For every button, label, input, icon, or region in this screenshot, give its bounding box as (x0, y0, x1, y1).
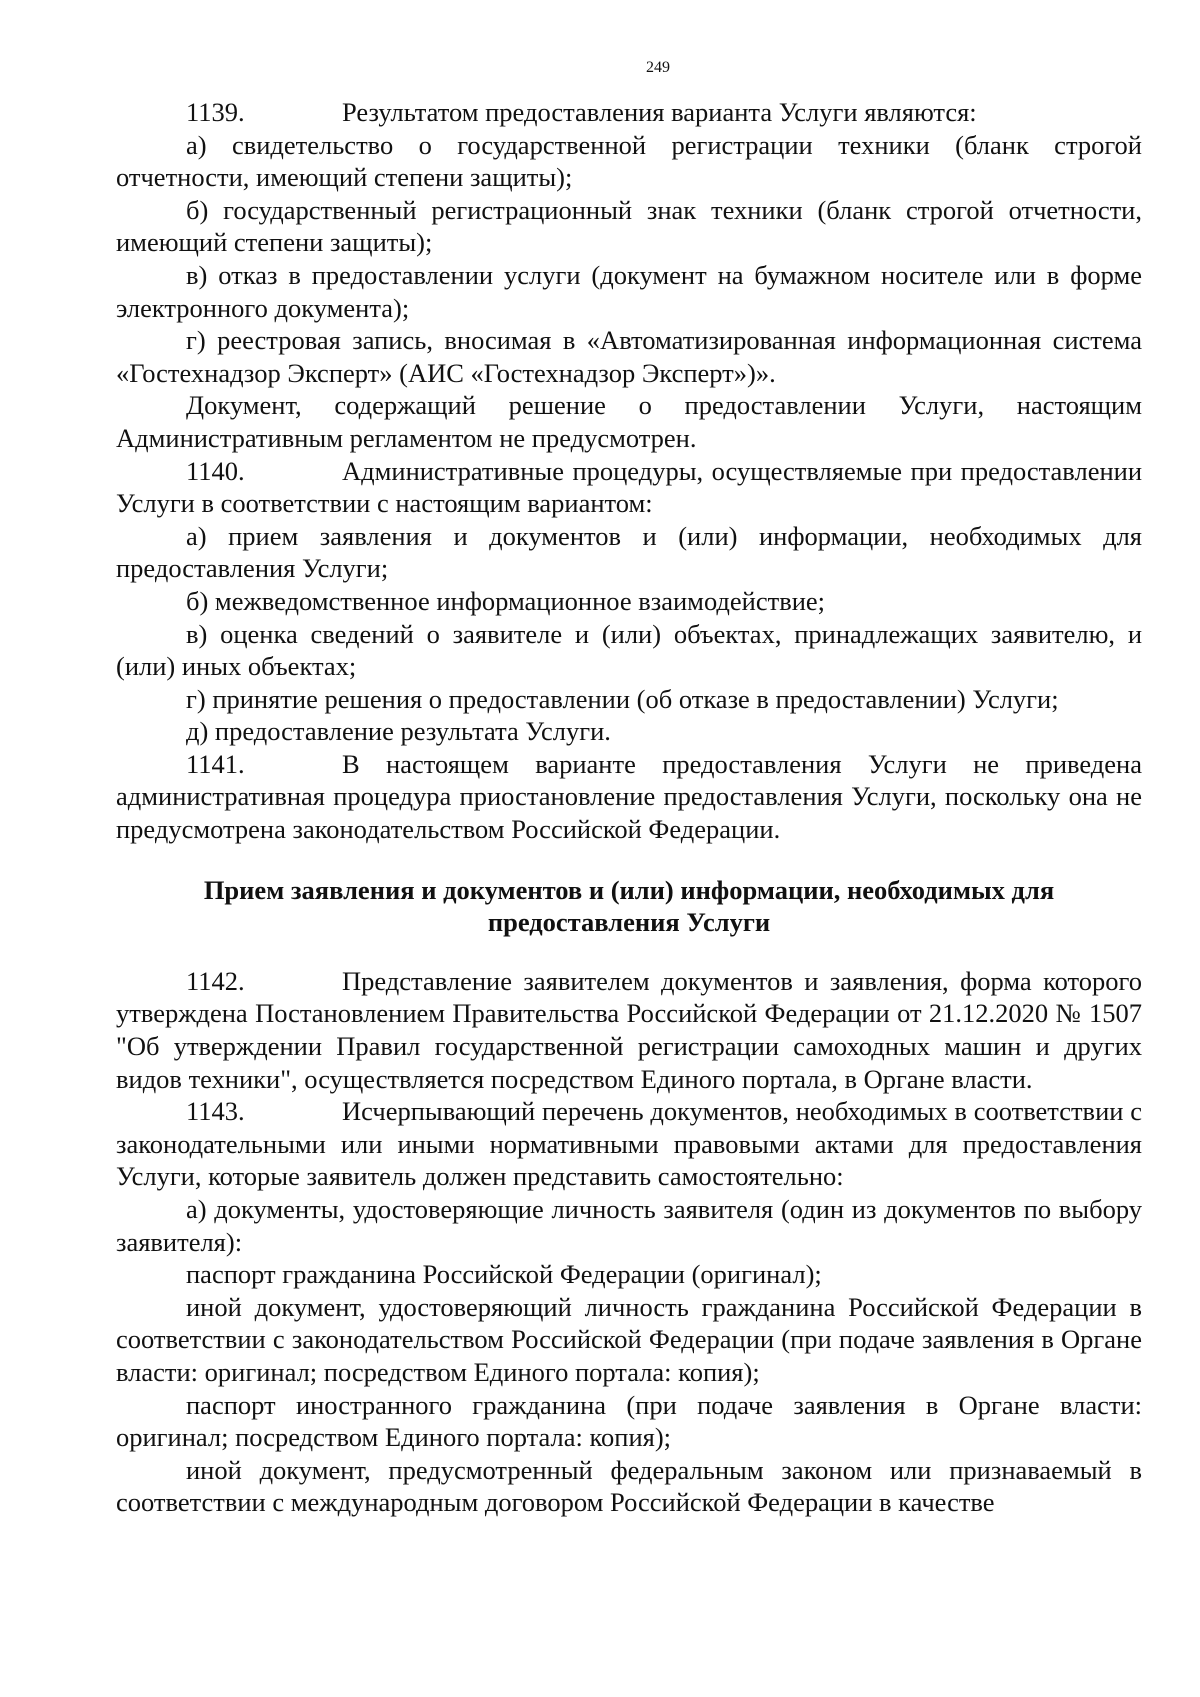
paragraph (116, 585, 1142, 618)
paragraph (116, 324, 1142, 389)
paragraph-text: паспорт иностранного гражданина (при подаче заявления в Органе власти: оригинал; посредством Единого портала: копия); (116, 1389, 1142, 1453)
clause-number: 1139. (186, 97, 245, 127)
paragraph-text: г) реестровая запись, вносимая в «Автоматизированная информационная система «Гостехнадзор Эксперт» (АИС «Гостехнадзор Эксперт»)». (116, 325, 1142, 388)
paragraph (116, 683, 1142, 716)
paragraph (116, 129, 1142, 194)
paragraph (116, 1454, 1142, 1519)
paragraph-text: а) документы, удостоверяющие личность заявителя (один из документов по выбору заявителя): (116, 1194, 1142, 1257)
paragraph (116, 1389, 1142, 1454)
paragraph-text: д) предоставление результата Услуги. (186, 716, 611, 747)
paragraph (116, 96, 1142, 129)
paragraph-text: г) принятие решения о предоставлении (об отказе в предоставлении) Услуги; (186, 683, 1059, 714)
paragraph (116, 618, 1142, 683)
paragraph-text: б) государственный регистрационный знак техники (бланк строгой отчетности, имеющий степени защиты); (116, 194, 1142, 258)
paragraph (116, 389, 1142, 454)
paragraph-text: иной документ, предусмотренный федеральным законом или признаваемый в соответствии с международным договором Российской Федерации в качестве (116, 1454, 1142, 1518)
paragraph-text: Исчерпывающий перечень документов, необходимых в соответствии с законодательными или иными нормативными правовыми актами для предоставления Услуги, которые заявитель должен представить самостоятельно: (116, 1096, 1142, 1192)
clause-number: 1140. (186, 455, 245, 486)
body-after-heading (116, 965, 1142, 1519)
paragraph-text: паспорт гражданина Российской Федерации (оригинал); (186, 1259, 822, 1290)
clause-number: 1143. (186, 1096, 245, 1127)
paragraph (116, 715, 1142, 748)
paragraph-text: Документ, содержащий решение о предоставлении Услуги, настоящим Административным регламентом не предусмотрен. (116, 390, 1142, 453)
paragraph (116, 455, 1142, 520)
paragraph (116, 1258, 1142, 1291)
paragraph-text: в) отказ в предоставлении услуги (документ на бумажном носителе или в форме электронного документа); (116, 259, 1142, 323)
section-heading: Прием заявления и документов и (или) информации, необходимых для предоставления Услуги (203, 874, 1055, 938)
paragraph (116, 259, 1142, 324)
paragraph (116, 1193, 1142, 1258)
paragraph (116, 748, 1142, 846)
page-number: 249 (646, 59, 670, 76)
clause-number: 1142. (186, 965, 245, 996)
paragraph-text: в) оценка сведений о заявителе и (или) объектах, принадлежащих заявителю, и (или) иных объектах; (116, 618, 1142, 682)
body-before-heading (116, 96, 1142, 846)
paragraph-text: Представление заявителем документов и заявления, форма которого утверждена Постановлением Правительства Российской Федерации от 21.12.2020 № 1507 "Об утверждении Правил государственной регистрации самоходных машин и других видов техники", осуществляется посредством Единого портала, в Органе власти. (116, 965, 1142, 1094)
paragraph-text: Административные процедуры, осуществляемые при предоставлении Услуги в соответствии с настоящим вариантом: (116, 455, 1142, 519)
paragraph (116, 1291, 1142, 1389)
paragraph-text: иной документ, удостоверяющий личность гражданина Российской Федерации в соответствии с законодательством Российской Федерации (при подаче заявления в Органе власти: оригинал; посредством Единого портала: копия); (116, 1291, 1142, 1387)
paragraph-text: а) прием заявления и документов и (или) информации, необходимых для предоставления Услуги; (116, 520, 1142, 584)
paragraph-text: Результатом предоставления варианта Услуги являются: (342, 97, 977, 127)
paragraph (116, 520, 1142, 585)
paragraph (116, 965, 1142, 1095)
paragraph (116, 1095, 1142, 1193)
clause-number: 1141. (186, 748, 245, 779)
paragraph-text: б) межведомственное информационное взаимодействие; (186, 585, 826, 616)
paragraph-text: В настоящем варианте предоставления Услуги не приведена административная процедура приостановление предоставления Услуги, поскольку она не предусмотрена законодательством Российской Федерации. (116, 748, 1142, 845)
paragraph-text: а) свидетельство о государственной регистрации техники (бланк строгой отчетности, имеющий степени защиты); (116, 129, 1142, 193)
paragraph (116, 194, 1142, 259)
